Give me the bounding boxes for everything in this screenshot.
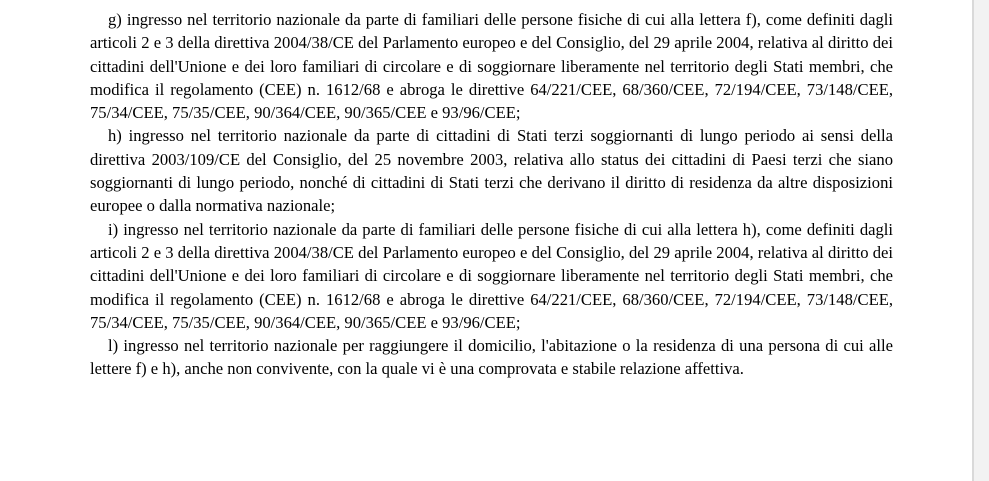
paragraph-i: i) ingresso nel territorio nazionale da parte di familiari delle persone fisiche di cui alla lettera h), come definiti dagli articoli 2 e 3 della direttiva 2004/38/CE del Parlamento europeo e del Consiglio, del 29 aprile 2004, relativa al diritto dei cittadini dell'Unione e dei loro familiari di circolare e di soggiornare liberamente nel territorio degli Stati membri, che modifica il regolamento (CEE) n. 1612/68 e abroga le direttive 64/221/CEE, 68/360/CEE, 72/194/CEE, 73/148/CEE, 75/34/CEE, 75/35/CEE, 90/364/CEE, 90/365/CEE e 93/96/CEE; — [90, 219, 893, 332]
document-body — [90, 8, 893, 381]
paragraph-g: g) ingresso nel territorio nazionale da parte di familiari delle persone fisiche di cui alla lettera f), come definiti dagli articoli 2 e 3 della direttiva 2004/38/CE del Parlamento europeo e del Consiglio, del 29 aprile 2004, relativa al diritto dei cittadini dell'Unione e dei loro familiari di circolare e di soggiornare liberamente nel territorio degli Stati membri, che modifica il regolamento (CEE) n. 1612/68 e abroga le direttive 64/221/CEE, 68/360/CEE, 72/194/CEE, 73/148/CEE, 75/34/CEE, 75/35/CEE, 90/364/CEE, 90/365/CEE e 93/96/CEE; — [90, 10, 893, 123]
viewer-gutter — [974, 0, 989, 481]
paragraph-h: h) ingresso nel territorio nazionale da parte di cittadini di Stati terzi soggiornanti di lungo periodo ai sensi della direttiva 2003/109/CE del Consiglio, del 25 novembre 2003, relativa allo status dei cittadini di Paesi terzi che siano soggiornanti di lungo periodo, nonché di cittadini di Stati terzi che derivano il diritto di residenza da altre disposizioni europee o dalla normativa nazionale; — [90, 126, 893, 216]
paragraph-l: l) ingresso nel territorio nazionale per raggiungere il domicilio, l'abitazione o la residenza di una persona di cui alle lettere f) e h), anche non convivente, con la quale vi è una comprovata e stabile relazione affettiva. — [90, 336, 893, 379]
